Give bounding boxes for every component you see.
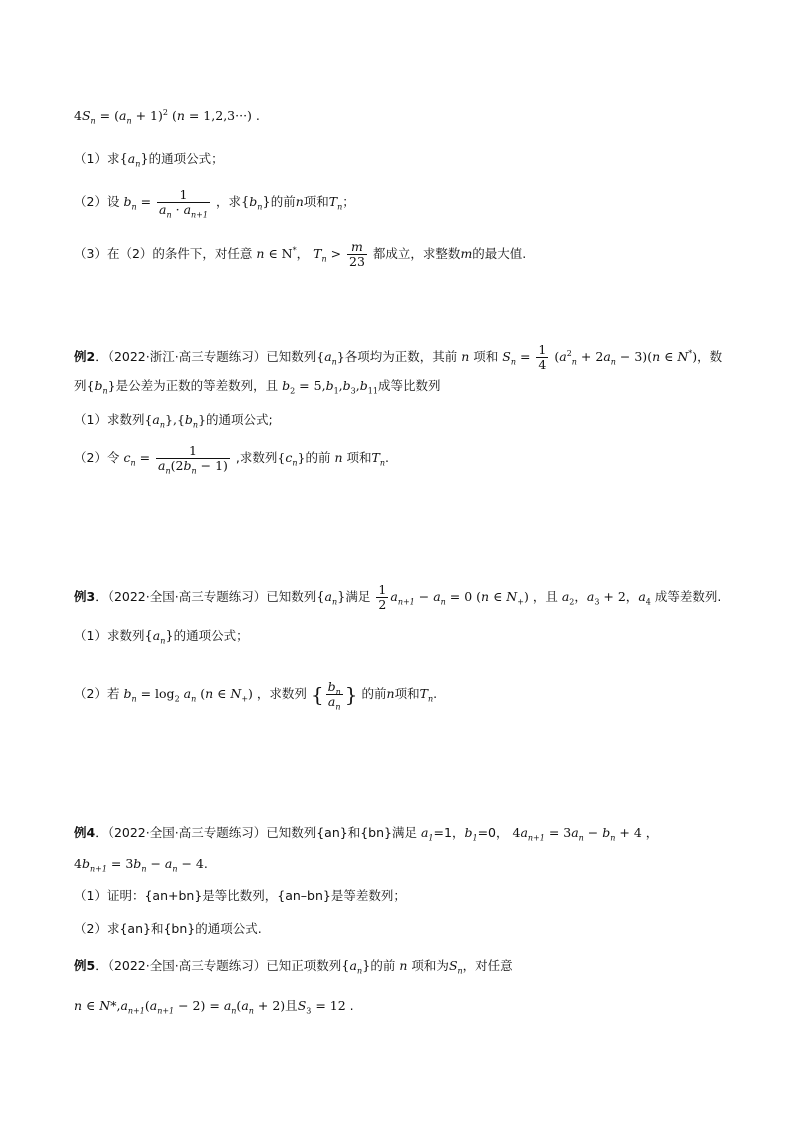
ex2-stem-line-2: 列$\{b_n\}$是公差为正数的等差数列，且 $b_2 = 5,b_1,b_3,b_{11}$成等比数列 (74, 378, 441, 396)
ex1-question-2: （2）设 $b_n$ = $\frac{1}{a_n \cdot a_{n+1}}$ ，求$\{b_n\}$的前n项和$T_n$； (74, 187, 355, 220)
fraction: $\frac{1}{a_n \cdot a_{n+1}}$ (159, 187, 208, 220)
intro-condition: $4S_n = (a_n + 1)^2$ (n = 1,2,3···) . (74, 107, 260, 126)
ex4-stem: 例4．（2022·全国·高三专题练习）已知数列{an}和{bn}满足 $a_1=1$，$b_1=0$， $4a_{n+1} = 3a_n - b_n + 4$ ， (74, 825, 659, 843)
ex4-question-2: （2）求{an}和{bn}的通项公式. (74, 921, 262, 936)
ex5-stem-line-2: n ∈ $N*,a_{n+1}(a_{n+1} - 2) = a_n(a_n + 2)$且$S_3 = 12$ . (74, 998, 354, 1016)
ex5-stem: 例5．（2022·全国·高三专题练习）已知正项数列$\{a_n\}$的前 n 项和为$S_n$，对任意 (74, 958, 513, 976)
ex1-question-1: （1）求$\{a_n\}$的通项公式； (74, 151, 224, 169)
ex4-label: 例4 (74, 825, 96, 840)
intro-end: . (255, 108, 260, 123)
ex4-question-1: （1）证明：{an+bn}是等比数列，{an–bn}是等差数列； (74, 888, 406, 903)
ex3-stem: 例3．（2022·全国·高三专题练习）已知数列$\{a_n\}$满足 $\frac{1}{2}$ $a_{n+1} - a_n = 0$ (n ∈ $N_+$) ，且 $a_2$，$a_3 + 2$，$a_4$ 成等差数列. (74, 582, 722, 612)
ex2-question-2: （2）令 $c_n$ = $\frac{1}{a_n(2b_n - 1)}$ ,求数列$\{c_n\}$的前 n 项和$T_n$. (74, 443, 389, 476)
ex3-question-2: （2）若 $b_n = \log_2 a_n$ (n ∈ $N_+$) ，求数列 { $\frac{b_n}{a_n}$ } 的前n项和$T_n$. (74, 679, 438, 712)
ex3-label: 例3 (74, 589, 96, 604)
ex2-label: 例2 (74, 349, 96, 364)
ex2-stem-line-1: 例2．（2022·浙江·高三专题练习）已知数列$\{a_n\}$各项均为正数，其前 n 项和 $S_n$ = $\frac{1}{4}$ $(a^2_n + 2a_n - 3)(n$ ∈ N*)，数 (74, 342, 723, 372)
ex2-question-1: （1）求数列$\{a_n\},\{b_n\}$的通项公式; (74, 412, 273, 430)
ex4-stem-line-2: $4b_{n+1} = 3b_n - a_n - 4$. (74, 856, 208, 874)
ex1-question-3: （3）在（2）的条件下，对任意 n ∈ N*， $T_n$ > $\frac{m}{23}$ 都成立，求整数m的最大值. (74, 239, 527, 269)
ex5-label: 例5 (74, 958, 96, 973)
ex3-question-1: （1）求数列$\{a_n\}$的通项公式； (74, 628, 249, 646)
